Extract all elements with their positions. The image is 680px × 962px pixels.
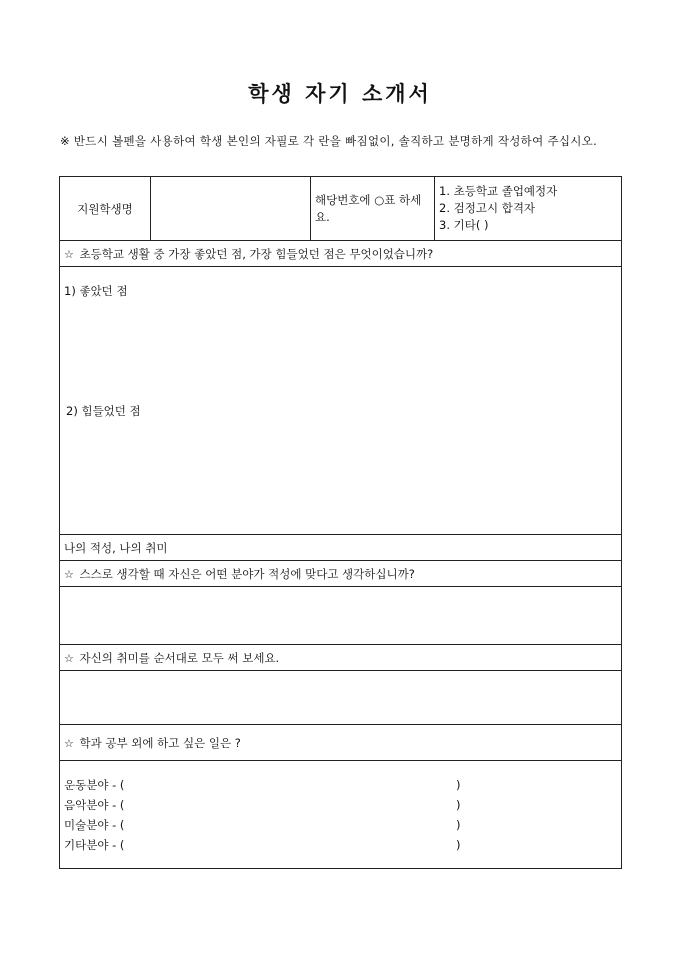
question-1-row bbox=[60, 241, 622, 267]
question-4-answer-area[interactable] bbox=[60, 761, 622, 869]
interest-label-other: 기타분야 - ( bbox=[64, 837, 125, 852]
star-icon: ☆ bbox=[64, 736, 74, 750]
hard-points-label: 2) 힘들었던 점 bbox=[66, 404, 141, 418]
question-3-row bbox=[60, 645, 622, 671]
interest-close: ) bbox=[456, 777, 461, 792]
interest-item[interactable] bbox=[64, 795, 617, 815]
interest-item[interactable] bbox=[64, 835, 617, 855]
question-1-answer-area[interactable] bbox=[60, 267, 622, 535]
interest-label-art: 미술분야 - ( bbox=[64, 817, 125, 832]
interest-close: ) bbox=[456, 837, 461, 852]
status-option-1[interactable]: 1. 초등학교 졸업예정자 bbox=[439, 184, 558, 198]
question-3-answer-area[interactable] bbox=[60, 671, 622, 725]
applicant-name-label: 지원학생명 bbox=[60, 177, 151, 241]
star-icon: ☆ bbox=[64, 567, 74, 581]
question-3 bbox=[60, 645, 622, 671]
question-4-text: 학과 공부 외에 하고 싶은 일은 ? bbox=[79, 735, 241, 750]
section-row bbox=[60, 535, 622, 561]
star-icon: ☆ bbox=[64, 247, 74, 261]
question-2 bbox=[60, 561, 622, 587]
question-3-answer-row bbox=[60, 671, 622, 725]
question-2-answer-row bbox=[60, 587, 622, 645]
question-1-text: 초등학교 생활 중 가장 좋았던 점, 가장 힘들었던 점은 무엇이었습니까? bbox=[79, 246, 434, 261]
status-options[interactable] bbox=[435, 177, 622, 241]
page-title: 학생 자기 소개서 bbox=[248, 81, 432, 106]
status-option-2[interactable]: 2. 검정고시 합격자 bbox=[439, 201, 536, 215]
interest-item[interactable] bbox=[64, 815, 617, 835]
question-2-answer-area[interactable] bbox=[60, 587, 622, 645]
self-introduction-form bbox=[59, 176, 622, 869]
interest-label-music: 음악분야 - ( bbox=[64, 797, 125, 812]
question-2-row bbox=[60, 561, 622, 587]
question-4-row bbox=[60, 725, 622, 761]
applicant-name-field[interactable] bbox=[151, 177, 311, 241]
mark-instruction: 해당번호에 ○표 하세요. bbox=[311, 177, 435, 241]
question-2-text: 스스로 생각할 때 자신은 어떤 분야가 적성에 맞다고 생각하십니까? bbox=[79, 566, 415, 581]
question-3-text: 자신의 취미를 순서대로 모두 써 보세요. bbox=[79, 650, 280, 665]
interest-close: ) bbox=[456, 817, 461, 832]
question-4-answer-row bbox=[60, 761, 622, 869]
interest-close: ) bbox=[456, 797, 461, 812]
question-4 bbox=[60, 725, 622, 761]
star-icon: ☆ bbox=[64, 651, 74, 665]
interest-label-sports: 운동분야 - ( bbox=[64, 777, 125, 792]
instruction-notice: ※ 반드시 볼펜을 사용하여 학생 본인의 자필로 각 란을 빠짐없이, 솔직하고 분명하게 작성하여 주십시오. bbox=[60, 134, 598, 148]
question-1 bbox=[60, 241, 622, 267]
question-1-answer-row bbox=[60, 267, 622, 535]
status-option-3[interactable]: 3. 기타( ) bbox=[439, 218, 489, 232]
good-points-label: 1) 좋았던 점 bbox=[64, 284, 128, 298]
section-heading: 나의 적성, 나의 취미 bbox=[60, 535, 622, 561]
interest-item[interactable] bbox=[64, 775, 617, 795]
applicant-row bbox=[60, 177, 622, 241]
